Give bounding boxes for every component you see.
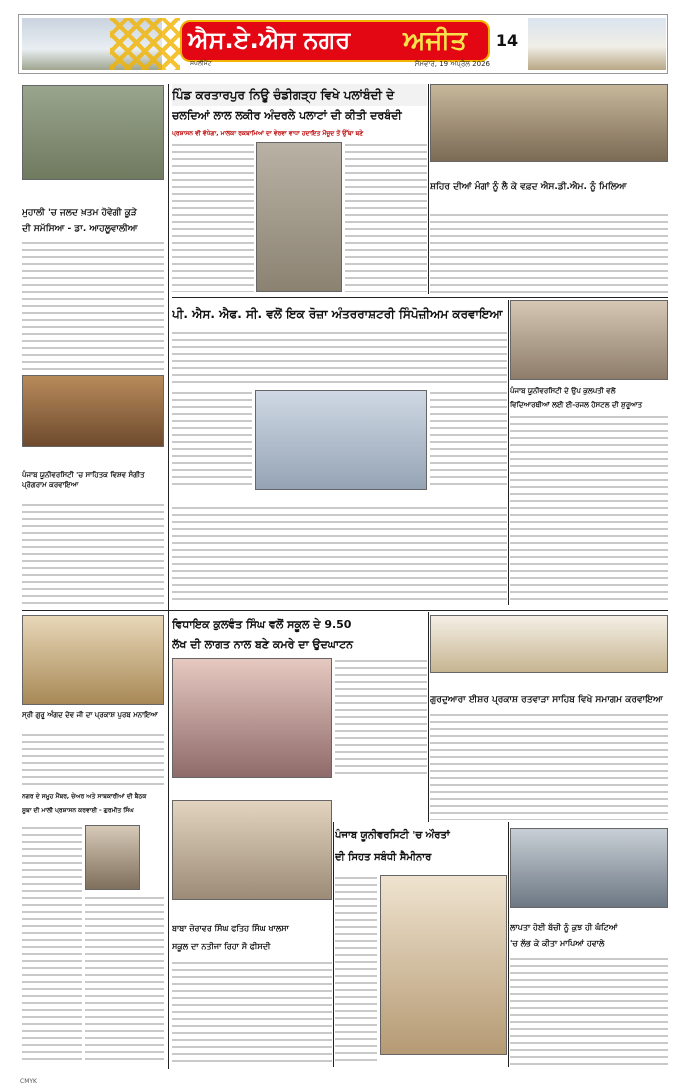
a1-headline: ਪਿੰਡ ਕਰਤਾਰਪੁਰ ਨਿਊ ਚੰਡੀਗੜ੍ਹ ਵਿਖੇ ਪਲਾਂਬੰਦੀ ਦੇ bbox=[172, 84, 427, 106]
a5-headline: ਪੰਜਾਬ ਯੂਨੀਵਰਸਿਟੀ ਦੇ ਉਪ ਕੁਲਪਤੀ ਵਲੋਂ bbox=[510, 387, 616, 395]
photo-music-program bbox=[22, 375, 164, 447]
photo-school-result bbox=[172, 800, 332, 900]
row-rule bbox=[22, 610, 668, 611]
a10-body-col2 bbox=[85, 895, 164, 1065]
photo-gurdwara bbox=[430, 615, 668, 673]
photo-hostel bbox=[510, 300, 668, 380]
a2-headline-2: ਦੀ ਸਮੱਸਿਆ - ਡਾ. ਆਹਲੂਵਾਲੀਆ bbox=[22, 224, 138, 234]
column-rule bbox=[428, 612, 429, 822]
a2-body bbox=[22, 240, 164, 370]
a12-headline-2: ਸਕੂਲ ਦਾ ਨਤੀਜਾ ਰਿਹਾ ਸੌ ਫੀਸਦੀ bbox=[172, 942, 271, 951]
a3-body bbox=[430, 212, 668, 297]
a1-subhead: ਪ੍ਰਸ਼ਾਸਨ ਵੀ ਵੱਧੇਗਾ, ਮਾਲਕਾ ਰਕਬਾਮਿਆਂ ਦਾ ਵੇਰਵਾ ਵਾਧਾ ਹਦਾਇਤ ਮੌਜੂਦ ਤੋਂ ਉੱਥਾ ਬਣੇ bbox=[172, 130, 364, 137]
row-rule bbox=[172, 297, 668, 298]
a1-headline-2: ਚਲਦਿਆਂ ਲਾਲ ਲਕੀਰ ਅੰਦਰਲੇ ਪਲਾਟਾਂ ਦੀ ਕੀਤੀ ਦਰਬੰਦੀ bbox=[172, 109, 402, 122]
photo-plant-visit bbox=[22, 85, 164, 180]
column-rule bbox=[508, 300, 509, 605]
a4-body bbox=[172, 330, 507, 388]
photo-inauguration bbox=[172, 658, 332, 778]
masthead-right-photo bbox=[528, 18, 666, 70]
a1-body-col1 bbox=[172, 142, 254, 292]
a9-headline: ਗੁਰਦੁਆਰਾ ਈਸ਼ਰ ਪ੍ਰਕਾਸ਼ ਰਤਵਾੜਾ ਸਾਹਿਬ ਵਿਖੇ ਸਮਾਗਮ ਕਰਵਾਇਆ bbox=[430, 695, 663, 705]
a4-headline: ਪੀ. ਐਸ. ਐਫ. ਸੀ. ਵਲੋਂ ਇਕ ਰੋਜ਼ਾ ਅੰਤਰਰਾਸ਼ਟਰੀ ਸਿੰਪੋਜ਼ੀਅਮ ਕਰਵਾਇਆ bbox=[172, 307, 503, 321]
column-rule bbox=[428, 84, 429, 294]
a7-headline: ਵਿਧਾਇਕ ਕੁਲਵੰਤ ਸਿੰਘ ਵਲੋਂ ਸਕੂਲ ਦੇ 9.50 bbox=[172, 618, 352, 631]
a6-headline: ਪੰਜਾਬ ਯੂਨੀਵਰਸਿਟੀ 'ਚ ਸਾਹਿਤਕ ਵਿਸ਼ਵ ਸੰਗੀਤ ਪ੍ਰੋਗਰਾਮ ਕਰਵਾਇਆ bbox=[22, 471, 145, 489]
a10-headline: ਨਗਰ ਦੇ ਸਮੂਹ ਮੈਂਬਰ, ਚੇਅਰ ਅਤੇ ਸਾਬਕਾਰੀਆਂ ਦੀ ਬੈਠਕ bbox=[22, 793, 147, 800]
photo-missing-child bbox=[510, 828, 668, 908]
footer-strip bbox=[0, 1075, 687, 1089]
photo-caption bbox=[22, 182, 164, 200]
photo-caption bbox=[22, 450, 164, 468]
photo-symposium bbox=[255, 390, 427, 490]
masthead-brand: ਅਜੀਤ bbox=[403, 26, 467, 56]
a5-body bbox=[510, 414, 668, 604]
a10-headline-2: ਸੂਬਾ ਦੀ ਮਾਲੀ ਪ੍ਰਸ਼ਾਸਨ ਕਰਵਾਈ - ਗੁਰਮੀਤ ਸਿੰਘ bbox=[22, 807, 134, 814]
a9-body bbox=[430, 712, 668, 820]
a13-headline: ਲਾਪਤਾ ਹੋਈ ਬੱਚੀ ਨੂੰ ਕੁਝ ਹੀ ਘੰਟਿਆਂ bbox=[510, 923, 618, 932]
masthead-pattern bbox=[110, 18, 180, 70]
a5-headline-2: ਵਿਦਿਆਰਥੀਆਂ ਲਈ ਈ-ਰਜਲ ਹੋਸਟਲ ਦੀ ਸ਼ੁਰੂਆਤ bbox=[510, 401, 643, 409]
a4-body-bottom bbox=[172, 505, 507, 605]
photo-portrait bbox=[85, 825, 140, 890]
photo-prakash-purab bbox=[22, 615, 164, 705]
photo-land-work bbox=[256, 142, 342, 292]
column-rule bbox=[508, 822, 509, 1067]
masthead-title: ਐਸ.ਏ.ਐਸ ਨਗਰ bbox=[188, 26, 351, 54]
a6-body bbox=[22, 502, 164, 604]
a12-headline: ਬਾਬਾ ਜ਼ੋਰਾਵਰ ਸਿੰਘ ਫਤਿਹ ਸਿੰਘ ਖਾਲਸਾ bbox=[172, 924, 289, 933]
photo-seminar bbox=[380, 875, 507, 1055]
photo-delegation bbox=[430, 84, 668, 162]
photo-caption bbox=[172, 780, 427, 792]
a11-headline: ਪੰਜਾਬ ਯੂਨੀਵਰਸਿਟੀ 'ਚ ਔਰਤਾਂ bbox=[335, 830, 450, 841]
a13-headline-2: 'ਚ ਲੱਭ ਕੇ ਕੀਤਾ ਮਾਪਿਆਂ ਹਵਾਲੇ bbox=[510, 939, 605, 948]
a13-body bbox=[510, 956, 668, 1065]
page-number: 14 bbox=[495, 31, 519, 50]
print-slug bbox=[0, 0, 687, 14]
a10-body bbox=[22, 825, 82, 1065]
footer-color-mark: CMYK bbox=[20, 1078, 37, 1085]
photo-caption bbox=[172, 902, 332, 918]
a8-headline: ਸ੍ਰੀ ਗੁਰੂ ਅੰਗਦ ਦੇਵ ਜੀ ਦਾ ਪ੍ਰਕਾਸ਼ ਪੁਰਬ ਮਨਾਇਆ bbox=[22, 711, 158, 719]
a2-headline: ਮੁਹਾਲੀ 'ਚ ਜਲਦ ਖ਼ਤਮ ਹੋਵੇਗੀ ਕੂੜੇ bbox=[22, 208, 137, 218]
a11-body bbox=[335, 875, 377, 1065]
a4-body-col bbox=[172, 390, 252, 490]
photo-caption bbox=[255, 490, 427, 502]
a7-body bbox=[335, 658, 427, 778]
a11-headline-2: ਦੀ ਸਿਹਤ ਸਬੰਧੀ ਸੈਮੀਨਾਰ bbox=[335, 852, 432, 863]
a1-body-col3 bbox=[345, 142, 427, 292]
masthead-date: ਸੋਮਵਾਰ, 19 ਅਪ੍ਰੈਲ 2026 bbox=[414, 60, 490, 68]
column-rule bbox=[333, 822, 334, 1067]
column-rule bbox=[168, 84, 169, 1069]
masthead-subtitle: ਸਪਲੀਮੈਂਟ bbox=[190, 60, 212, 67]
a3-headline: ਸ਼ਹਿਰ ਦੀਆਂ ਮੰਗਾਂ ਨੂੰ ਲੈ ਕੇ ਵਫ਼ਦ ਐਸ.ਡੀ.ਐਮ. ਨੂੰ ਮਿਲਿਆ bbox=[430, 182, 627, 192]
a12-body bbox=[172, 960, 332, 1065]
a7-headline-2: ਲੱਖ ਦੀ ਲਾਗਤ ਨਾਲ ਬਣੇ ਕਮਰੇ ਦਾ ਉਦਘਾਟਨ bbox=[172, 638, 354, 651]
a8-body bbox=[22, 732, 164, 787]
photo-caption bbox=[430, 164, 668, 178]
a4-body-col bbox=[430, 390, 507, 490]
